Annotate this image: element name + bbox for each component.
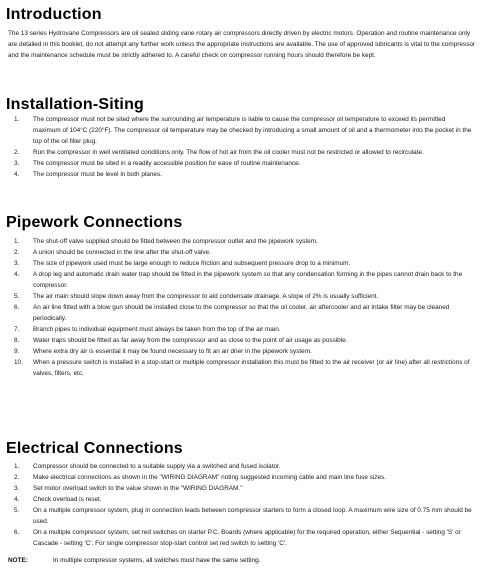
note-label: NOTE:: [8, 557, 28, 564]
pipework-item: [0, 291, 486, 302]
pipework-item: [0, 357, 486, 379]
item-number: 6.: [14, 304, 20, 311]
item-text: Where extra dry air is essential it may be found necessary to fit an air drier in the pipework system.: [33, 348, 312, 355]
item-number: 1.: [14, 116, 20, 123]
installation-item: [0, 158, 486, 169]
installation-item: [0, 147, 486, 158]
item-number: 3.: [14, 485, 20, 492]
installation-item: [0, 114, 486, 147]
item-number: 7.: [14, 326, 20, 333]
installation-heading: Installation-Siting: [6, 96, 145, 113]
item-number: 2.: [14, 149, 20, 156]
item-number: 9.: [14, 348, 20, 355]
electrical-note: [8, 555, 478, 566]
pipework-item: [0, 346, 486, 357]
pipework-item: [0, 247, 486, 258]
pipework-item: [0, 324, 486, 335]
installation-list: [0, 114, 486, 180]
item-text: The compressor must not be sited where the surrounding air temperature is liable to cause the compressor oil temperature to exceed its permitted maximum of 104°C (220°F). The compressor oil temperature may be checked by introducing a small amount of oil and a thermometer into the pocket in the top of the oil filler plug.: [33, 116, 472, 145]
electrical-item: [0, 461, 486, 472]
item-text: On a multiple compressor system, set red switches on starter P.C. Boards (where applicable) for the required operation, either Sequential - setting 'S' or Cascade - setting 'C'. For single compressor stop-start control set red switch to setting 'C'.: [33, 529, 461, 547]
item-text: Set motor overload switch to the value shown in the "WIRING DIAGRAM.": [33, 485, 243, 492]
item-text: The shut-off valve supplied should be fitted between the compressor outlet and the pipework system.: [33, 238, 318, 245]
note-text: In multiple compressor systems, all switches must have the same setting.: [53, 557, 261, 564]
introduction-paragraph: The 13 series Hydrovane Compressors are oil sealed sliding vane rotary air compressors directly driven by electric motors. Operation and routine maintenance only are detailed in this booklet, do not attempt any further work unless the appropriate instructions are available. The use of approved lubricants is vital to the compressor and the maintenance schedule must be strictly adhered to. A careful check on compressor running hours should therefore be kept.: [8, 30, 476, 59]
item-text: The compressor must be sited in a readily accessible position for ease of routine maintenance.: [33, 160, 301, 167]
item-text: The compressor must be level in both planes.: [33, 171, 162, 178]
item-text: Run the compressor in well ventilated conditions only. The flow of hot air from the oil cooler must not be restricted or allowed to recirculate.: [33, 149, 424, 156]
item-text: Make electrical connections as shown in the "WIRING DIAGRAM" noting suggested incoming cable and main line fuse sizes.: [33, 474, 386, 481]
item-number: 1.: [14, 238, 20, 245]
pipework-item: [0, 269, 486, 291]
item-text: Check overload is reset.: [33, 496, 102, 503]
pipework-item: [0, 302, 486, 324]
pipework-item: [0, 236, 486, 247]
item-number: 4.: [14, 271, 20, 278]
item-text: The air main should slope down away from the compressor to aid condensate drainage. A slope of 2% is usually sufficient.: [33, 293, 379, 300]
item-text: Water traps should be fitted as far away from the compressor and as close to the point of air usage as possible.: [33, 337, 348, 344]
item-text: A union should be connected in the line after the shut-off valve.: [33, 249, 211, 256]
item-number: 5.: [14, 293, 20, 300]
installation-item: [0, 169, 486, 180]
electrical-item: [0, 505, 486, 527]
pipework-item: [0, 335, 486, 346]
pipework-list: [0, 236, 486, 379]
item-number: 2.: [14, 474, 20, 481]
item-number: 1.: [14, 463, 20, 470]
electrical-heading: Electrical Connections: [6, 440, 183, 457]
electrical-item: [0, 483, 486, 494]
item-number: 10.: [14, 359, 23, 366]
item-number: 4.: [14, 496, 20, 503]
item-text: A drop leg and automatic drain water trap should be fitted in the pipework system so that any condensation forming in the pipes cannot drain back to the compressor.: [33, 271, 463, 289]
introduction-heading: Introduction: [6, 6, 102, 23]
item-number: 3.: [14, 260, 20, 267]
item-number: 2.: [14, 249, 20, 256]
electrical-item: [0, 494, 486, 505]
item-number: 8.: [14, 337, 20, 344]
item-text: Branch pipes to individual equipment must always be taken from the top of the air main.: [33, 326, 281, 333]
electrical-item: [0, 527, 486, 549]
item-text: When a pressure switch is installed in a stop-start or multiple compressor installation this must be fitted to the air receiver (or air line) after all restrictions of valves, filters, etc.: [33, 359, 470, 377]
item-number: 6.: [14, 529, 20, 536]
item-text: An air line fitted with a blow gun should be installed close to the compressor so that the oil cooler, air aftercooler and air intake filter may be cleaned periodically.: [33, 304, 450, 322]
item-text: Compressor should be connected to a suitable supply via a switched and fused isolator.: [33, 463, 281, 470]
item-text: The size of pipework used must be large enough to reduce friction and subsequent pressure drop to a minimum.: [33, 260, 351, 267]
item-number: 5.: [14, 507, 20, 514]
item-number: 3.: [14, 160, 20, 167]
pipework-item: [0, 258, 486, 269]
item-text: On a multiple compressor system, plug in connection leads between compressor starters to form a closed loop. A maximum wire size of 0.75 mm should be used.: [33, 507, 472, 525]
electrical-list: [0, 461, 486, 549]
pipework-heading: Pipework Connections: [6, 214, 183, 231]
electrical-item: [0, 472, 486, 483]
item-number: 4.: [14, 171, 20, 178]
